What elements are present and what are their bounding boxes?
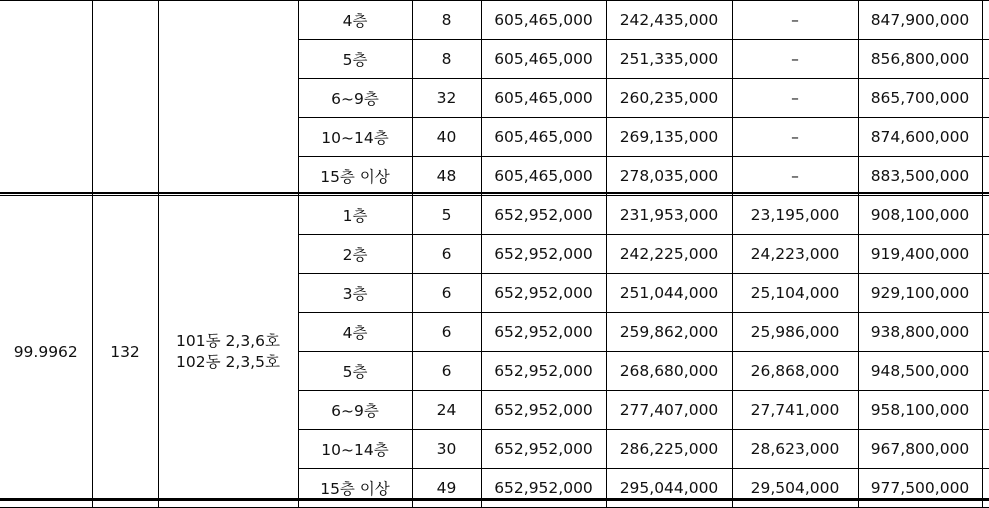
floor-cell: 5층 xyxy=(298,352,412,391)
building-price-cell: 251,335,000 xyxy=(606,40,732,79)
building-price-cell: 251,044,000 xyxy=(606,274,732,313)
edge-cell xyxy=(982,274,989,313)
edge-cell xyxy=(982,430,989,469)
households-cell: 32 xyxy=(412,79,481,118)
vat-cell: 26,868,000 xyxy=(732,352,858,391)
floor-cell: 4층 xyxy=(298,1,412,40)
total-price-cell: 919,400,000 xyxy=(858,235,982,274)
floor-cell: 1층 xyxy=(298,196,412,235)
total-price-cell: 908,100,000 xyxy=(858,196,982,235)
households-cell: 24 xyxy=(412,391,481,430)
land-price-cell: 652,952,000 xyxy=(481,274,606,313)
total-price-cell: 948,500,000 xyxy=(858,352,982,391)
vat-cell: 24,223,000 xyxy=(732,235,858,274)
land-price-cell: 605,465,000 xyxy=(481,40,606,79)
vat-cell: 23,195,000 xyxy=(732,196,858,235)
floor-cell: 15층 이상 xyxy=(298,469,412,508)
table-row xyxy=(0,1,989,40)
building-price-cell: 295,044,000 xyxy=(606,469,732,508)
land-price-cell: 652,952,000 xyxy=(481,235,606,274)
land-price-cell: 652,952,000 xyxy=(481,196,606,235)
land-price-cell: 652,952,000 xyxy=(481,313,606,352)
floor-cell: 2층 xyxy=(298,235,412,274)
floor-cell: 10~14층 xyxy=(298,118,412,157)
floor-cell: 5층 xyxy=(298,40,412,79)
building-price-cell: 259,862,000 xyxy=(606,313,732,352)
floor-cell: 15층 이상 xyxy=(298,157,412,196)
building-price-cell: 242,225,000 xyxy=(606,235,732,274)
household-count-cell: 132 xyxy=(92,196,158,508)
land-price-cell: 605,465,000 xyxy=(481,118,606,157)
total-price-cell: 967,800,000 xyxy=(858,430,982,469)
vat-cell: 25,104,000 xyxy=(732,274,858,313)
households-cell: 48 xyxy=(412,157,481,196)
edge-cell xyxy=(982,157,989,196)
land-price-cell: 652,952,000 xyxy=(481,430,606,469)
edge-cell xyxy=(982,196,989,235)
units-line-1: 101동 2,3,6호 xyxy=(176,331,280,350)
households-cell: 5 xyxy=(412,196,481,235)
land-price-cell: 605,465,000 xyxy=(481,79,606,118)
vat-cell: – xyxy=(732,118,858,157)
group-divider-rule xyxy=(0,192,989,194)
edge-cell xyxy=(982,1,989,40)
building-price-cell: 268,680,000 xyxy=(606,352,732,391)
land-price-cell: 652,952,000 xyxy=(481,469,606,508)
edge-cell xyxy=(982,235,989,274)
households-cell: 8 xyxy=(412,1,481,40)
building-price-cell: 277,407,000 xyxy=(606,391,732,430)
vat-cell: – xyxy=(732,1,858,40)
building-price-cell: 242,435,000 xyxy=(606,1,732,40)
vat-cell: – xyxy=(732,157,858,196)
households-cell: 6 xyxy=(412,235,481,274)
total-price-cell: 977,500,000 xyxy=(858,469,982,508)
households-cell: 40 xyxy=(412,118,481,157)
households-cell: 6 xyxy=(412,274,481,313)
edge-cell xyxy=(982,118,989,157)
units-cell xyxy=(158,196,298,508)
households-cell: 6 xyxy=(412,352,481,391)
edge-cell xyxy=(982,391,989,430)
households-cell: 49 xyxy=(412,469,481,508)
building-price-cell: 269,135,000 xyxy=(606,118,732,157)
total-price-cell: 865,700,000 xyxy=(858,79,982,118)
land-price-cell: 605,465,000 xyxy=(481,157,606,196)
vat-cell: 27,741,000 xyxy=(732,391,858,430)
floor-cell: 6~9층 xyxy=(298,79,412,118)
area-cell: 99.9962 xyxy=(0,196,92,508)
households-cell: 30 xyxy=(412,430,481,469)
edge-cell xyxy=(982,40,989,79)
vat-cell: – xyxy=(732,40,858,79)
building-price-cell: 260,235,000 xyxy=(606,79,732,118)
units-line-2: 102동 2,3,5호 xyxy=(176,352,280,371)
edge-cell xyxy=(982,313,989,352)
group1-count-cell xyxy=(92,1,158,196)
households-cell: 6 xyxy=(412,313,481,352)
floor-cell: 4층 xyxy=(298,313,412,352)
total-price-cell: 847,900,000 xyxy=(858,1,982,40)
total-price-cell: 874,600,000 xyxy=(858,118,982,157)
edge-cell xyxy=(982,352,989,391)
land-price-cell: 652,952,000 xyxy=(481,352,606,391)
group1-area-cell xyxy=(0,1,92,196)
table-row xyxy=(0,196,989,235)
vat-cell: 29,504,000 xyxy=(732,469,858,508)
total-price-cell: 938,800,000 xyxy=(858,313,982,352)
table-bottom-rule xyxy=(0,498,989,501)
group2-body xyxy=(0,196,989,508)
households-cell: 8 xyxy=(412,40,481,79)
group1-units-cell xyxy=(158,1,298,196)
total-price-cell: 883,500,000 xyxy=(858,157,982,196)
edge-cell xyxy=(982,79,989,118)
total-price-cell: 856,800,000 xyxy=(858,40,982,79)
building-price-cell: 278,035,000 xyxy=(606,157,732,196)
building-price-cell: 286,225,000 xyxy=(606,430,732,469)
vat-cell: 28,623,000 xyxy=(732,430,858,469)
floor-cell: 10~14층 xyxy=(298,430,412,469)
total-price-cell: 958,100,000 xyxy=(858,391,982,430)
land-price-cell: 652,952,000 xyxy=(481,391,606,430)
building-price-cell: 231,953,000 xyxy=(606,196,732,235)
floor-cell: 3층 xyxy=(298,274,412,313)
vat-cell: – xyxy=(732,79,858,118)
total-price-cell: 929,100,000 xyxy=(858,274,982,313)
land-price-cell: 605,465,000 xyxy=(481,1,606,40)
floor-cell: 6~9층 xyxy=(298,391,412,430)
group1-body xyxy=(0,1,989,196)
vat-cell: 25,986,000 xyxy=(732,313,858,352)
